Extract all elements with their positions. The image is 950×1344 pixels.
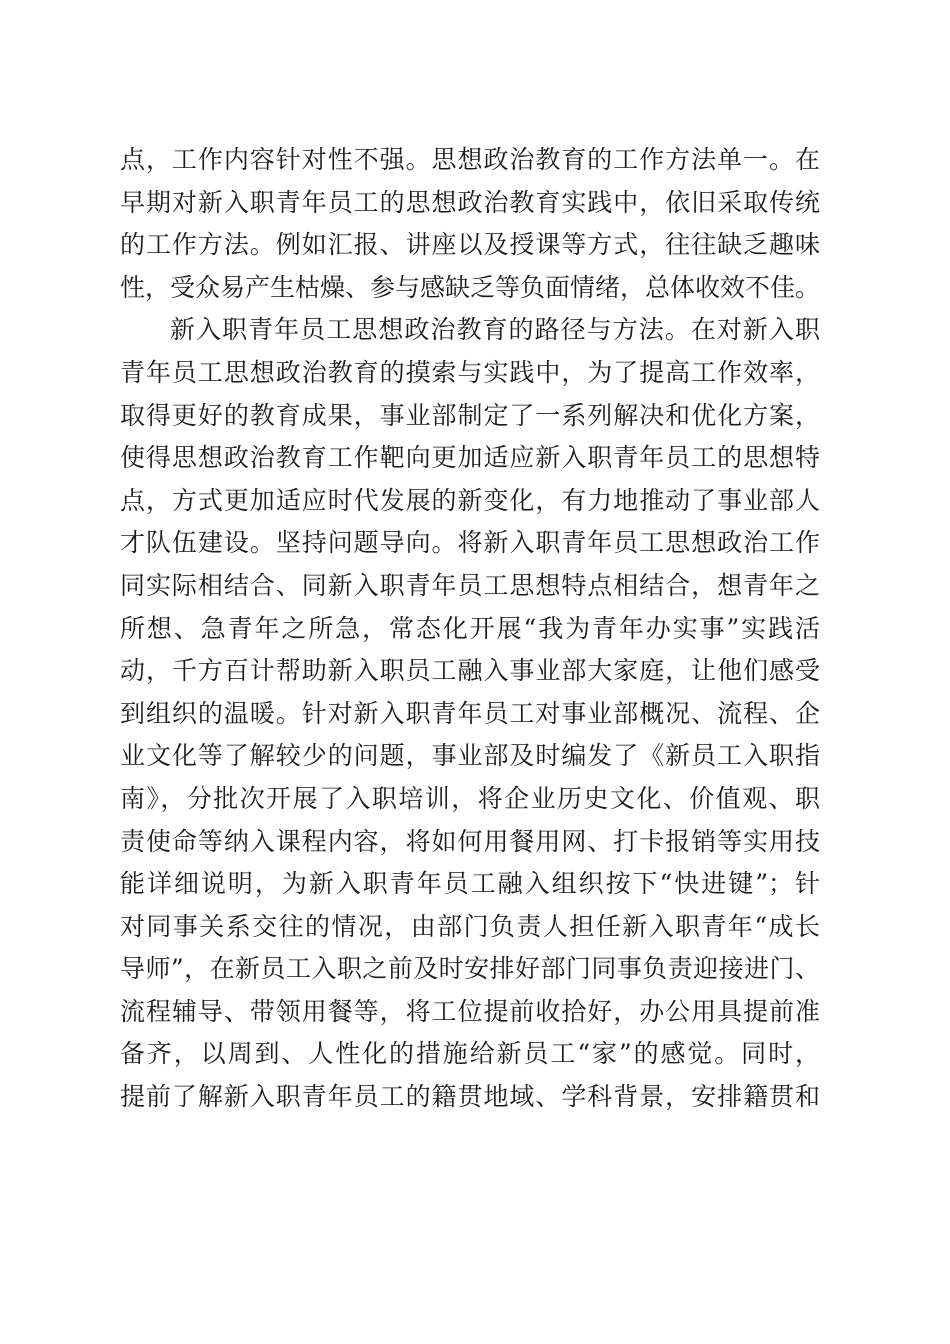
text-line: 点，方式更加适应时代发展的新变化，有力地推动了事业部人 (120, 485, 820, 515)
text-line: 性，受众易产生枯燥、参与感缺乏等负面情绪，总体收效不佳。 (120, 272, 821, 302)
text-line: 点，工作内容针对性不强。思想政治教育的工作方法单一。在 (120, 145, 820, 174)
text-line: 所想、急青年之所急，常态化开展“我为青年办实事”实践活 (120, 613, 820, 643)
text-line: 业文化等了解较少的问题，事业部及时编发了《新员工入职指 (120, 741, 820, 771)
text-line: 青年员工思想政治教育的摸索与实践中，为了提高工作效率， (120, 357, 820, 387)
text-line: 流程辅导、带领用餐等，将工位提前收拾好，办公用具提前准 (120, 996, 820, 1026)
text-line: 才队伍建设。坚持问题导向。将新入职青年员工思想政治工作 (120, 528, 820, 558)
text-line: 对同事关系交往的情况，由部门负责人担任新入职青年“成长 (120, 911, 820, 941)
text-line: 责使命等纳入课程内容，将如何用餐用网、打卡报销等实用技 (120, 826, 820, 856)
text-line: 动，千方百计帮助新入职员工融入事业部大家庭，让他们感受 (120, 656, 820, 686)
text-line: 南》，分批次开展了入职培训，将企业历史文化、价值观、职 (120, 783, 820, 813)
text-line: 提前了解新入职青年员工的籍贯地域、学科背景，安排籍贯和 (120, 1082, 820, 1112)
text-line: 导师”，在新员工入职之前及时安排好部门同事负责迎接进门、 (120, 954, 820, 984)
text-line: 同实际相结合、同新入职青年员工思想特点相结合，想青年之 (120, 570, 820, 600)
body-text (120, 139, 820, 1119)
text-line: 早期对新入职青年员工的思想政治教育实践中，依旧采取传统 (120, 187, 820, 217)
text-line: 的工作方法。例如汇报、讲座以及授课等方式，往往缺乏趣味 (120, 230, 820, 260)
text-line: 备齐，以周到、人性化的措施给新员工“家”的感觉。同时， (120, 1039, 820, 1069)
text-line: 到组织的温暖。针对新入职青年员工对事业部概况、流程、企 (120, 698, 820, 728)
paragraph-first-line: 新入职青年员工思想政治教育的路径与方法。在对新入职 (170, 315, 820, 345)
text-line: 使得思想政治教育工作靶向更加适应新入职青年员工的思想特 (120, 443, 820, 473)
text-line: 取得更好的教育成果，事业部制定了一系列解决和优化方案， (120, 400, 820, 430)
text-line: 能详细说明，为新入职青年员工融入组织按下“快进键”；针 (120, 869, 820, 899)
